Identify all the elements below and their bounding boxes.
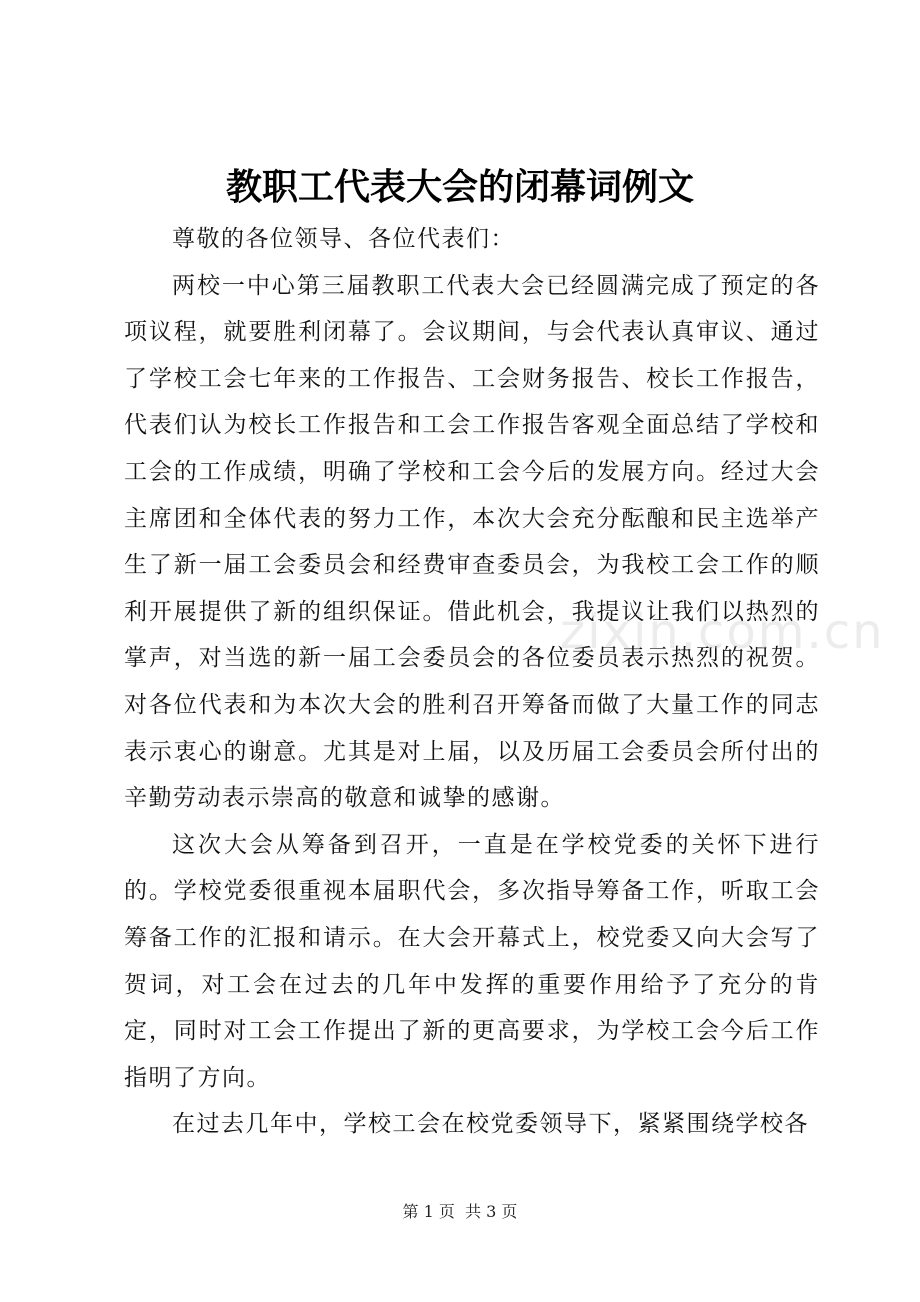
paragraph-3: 在过去几年中，学校工会在校党委领导下，紧紧围绕学校各: [172, 1111, 809, 1138]
paragraph-2: 这次大会从筹备到召开，一直是在学校党委的关怀下进行的。学校党委很重视本届职代会，多次指导筹备工作，听取工会筹备工作的汇报和请示。在大会开幕式上，校党委又向大会写了贺词，对工会在过去的几年中发挥的重要作用给予了充分的肯定，同时对工会工作提出了新的更高要求，为学校工会今后工作指明了方向。: [124, 831, 820, 1091]
page-number: 第 1 页 共 3 页: [402, 1202, 518, 1221]
document-title: 教职工代表大会的闭幕词例文: [225, 166, 694, 208]
paragraph-1: 两校一中心第三届教职工代表大会已经圆满完成了预定的各项议程，就要胜利闭幕了。会议期间，与会代表认真审议、通过了学校工会七年来的工作报告、工会财务报告、校长工作报告，代表们认为校长工作报告和工会工作报告客观全面总结了学校和工会的工作成绩，明确了学校和工会今后的发展方向。经过大会主席团和全体代表的努力工作，本次大会充分酝酿和民主选举产生了新一届工会委员会和经费审查委员会，为我校工会工作的顺利开展提供了新的组织保证。借此机会，我提议让我们以热烈的掌声，对当选的新一届工会委员会的各位委员表示热烈的祝贺。对各位代表和为本次大会的胜利召开筹备而做了大量工作的同志表示衷心的谢意。尤其是对上届，以及历届工会委员会所付出的辛勤劳动表示崇高的敬意和诚挚的感谢。: [124, 272, 820, 812]
watermark: zixin.com.cn: [560, 604, 885, 660]
page-footer: [0, 1200, 920, 1224]
document-body: [124, 216, 820, 1148]
salutation: 尊敬的各位领导、各位代表们：: [172, 226, 515, 252]
